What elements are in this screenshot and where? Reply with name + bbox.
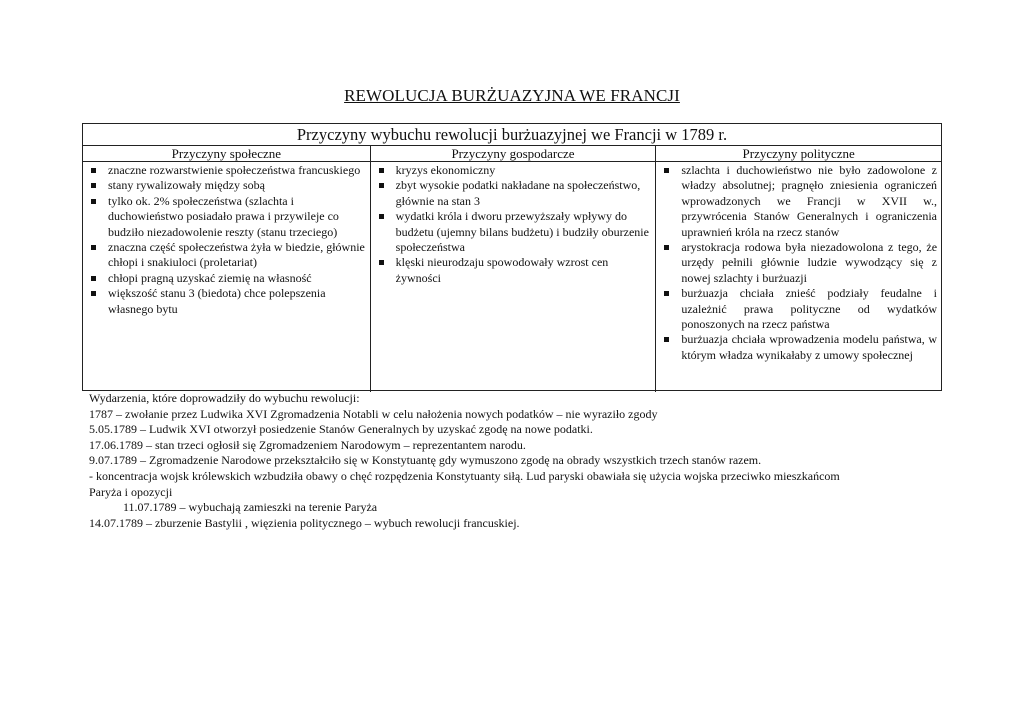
list-item: większość stanu 3 (biedota) chce polepszenia własnego bytu (89, 286, 366, 317)
political-causes-list (656, 162, 941, 363)
table-columns (83, 146, 941, 392)
column-heading: Przyczyny społeczne (83, 146, 370, 162)
column-economic-causes (370, 146, 656, 392)
list-item: burżuazja chciała znieść podziały feudalne i uzależnić prawa polityczne od wydatków ponoszonych na rzecz państwa (662, 286, 937, 332)
list-item: burżuazja chciała wprowadzenia modelu państwa, w którym władza wynikałaby z umowy społecznej (662, 332, 937, 363)
document-title: REWOLUCJA BURŻUAZYJNA WE FRANCJI (344, 86, 680, 105)
event-line: 14.07.1789 – zburzenie Bastylii , więzienia politycznego – wybuch rewolucji francuskiej. (89, 515, 520, 530)
list-item: arystokracja rodowa była niezadowolona z tego, że urzędy pełnili głównie ludzie wywodzący się z nowej szlachty i burżuazji (662, 240, 937, 286)
causes-table (82, 123, 942, 391)
event-line: 9.07.1789 – Zgromadzenie Narodowe przekształciło się w Konstytuantę gdy wymuszono zgodę na obrady wszystkich trzech stanów razem. (89, 453, 762, 468)
list-item: klęski nieurodzaju spowodowały wzrost cen żywności (377, 255, 652, 286)
event-line: Paryża i opozycji (89, 484, 173, 499)
events-heading: Wydarzenia, które doprowadziły do wybuchu rewolucji: (89, 391, 360, 405)
list-item: znaczne rozwarstwienie społeczeństwa francuskiego (89, 163, 366, 178)
social-causes-list (83, 162, 370, 317)
event-line: 1787 – zwołanie przez Ludwika XVI Zgromadzenia Notabli w celu nałożenia nowych podatków – nie wyraziło zgody (89, 406, 658, 421)
list-item: tylko ok. 2% społeczeństwa (szlachta i duchowieństwo posiadało prawa i przywileje co budziło niezadowolenie reszty (stanu trzeciego) (89, 194, 366, 240)
list-item: szlachta i duchowieństwo nie było zadowolone z władzy absolutnej; pragnęło zniesienia ograniczeń wprowadzonych we Francji w XVII w., przywrócenia Stanów Generalnych i ograniczenia uprawnień króla na rzecz stanów (662, 163, 937, 240)
list-item: kryzys ekonomiczny (377, 163, 652, 178)
events-section (89, 391, 939, 531)
list-item: zbyt wysokie podatki nakładane na społeczeństwo, głównie na stan 3 (377, 178, 652, 209)
event-line: - koncentracja wojsk królewskich wzbudziła obawy o chęć rozpędzenia Konstytuanty siłą. Lud paryski obawiała się użycia wojska przeciwko mieszkańcom (89, 468, 840, 483)
list-item: wydatki króla i dworu przewyższały wpływy do budżetu (ujemny bilans budżetu) i budziły oburzenie społeczeństwa (377, 209, 652, 255)
list-item: chłopi pragną uzyskać ziemię na własność (89, 271, 366, 286)
column-political-causes (655, 146, 941, 392)
column-heading: Przyczyny gospodarcze (371, 146, 656, 162)
table-header: Przyczyny wybuchu rewolucji burżuazyjnej we Francji w 1789 r. (83, 124, 941, 146)
event-line-continuation: 11.07.1789 – wybuchają zamieszki na terenie Paryża (123, 500, 378, 515)
list-item: stany rywalizowały między sobą (89, 178, 366, 193)
economic-causes-list (371, 162, 656, 286)
event-line: 17.06.1789 – stan trzeci ogłosił się Zgromadzeniem Narodowym – reprezentantem narodu. (89, 437, 526, 452)
column-heading: Przyczyny polityczne (656, 146, 941, 162)
column-social-causes (83, 146, 370, 392)
list-item: znaczna część społeczeństwa żyła w biedzie, głównie chłopi i snakiuloci (proletariat) (89, 240, 366, 271)
event-line: 5.05.1789 – Ludwik XVI otworzył posiedzenie Stanów Generalnych by uzyskać zgodę na nowe podatki. (89, 422, 593, 437)
